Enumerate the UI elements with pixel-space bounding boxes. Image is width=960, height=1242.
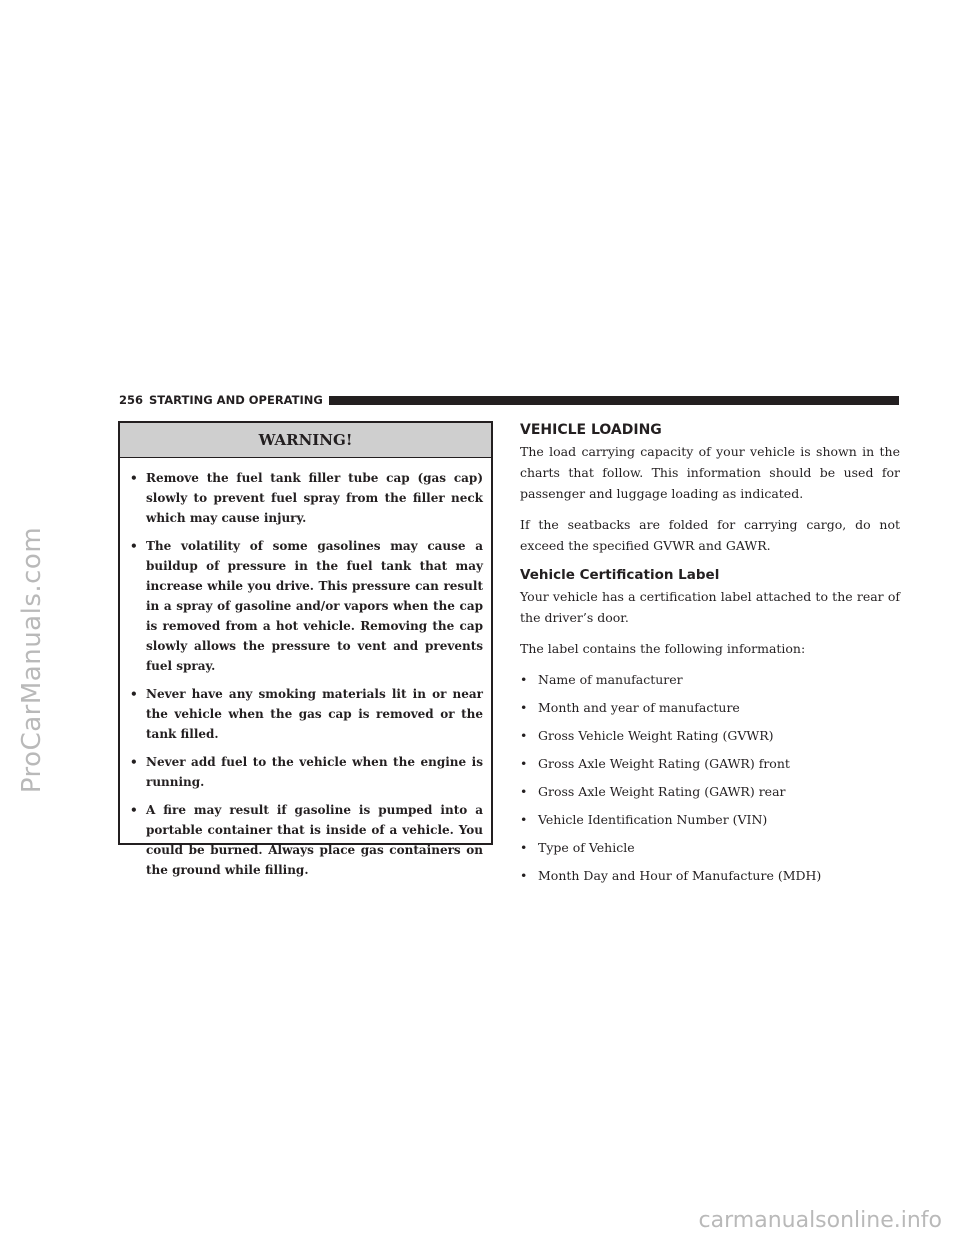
certification-paragraph-1: Your vehicle has a certification label attached to the rear of the driver’s door. (520, 589, 900, 625)
list-item: • Vehicle Identification Number (VIN) (520, 809, 900, 837)
list-item: • Name of manufacturer (520, 669, 900, 697)
warning-title: WARNING! (120, 423, 491, 458)
side-watermark-text: ProCarManuals.com (17, 526, 47, 794)
right-column (520, 421, 900, 893)
side-watermark (12, 510, 52, 810)
warning-item: • Never add fuel to the vehicle when the engine is running. (130, 752, 483, 792)
warning-item: • Never have any smoking materials lit in or near the vehicle when the gas cap is removed or the tank filled. (130, 684, 483, 744)
list-item: • Type of Vehicle (520, 837, 900, 865)
page-number: 256 (119, 393, 144, 407)
list-item: • Gross Axle Weight Rating (GAWR) front (520, 753, 900, 781)
warning-item: • The volatility of some gasolines may cause a buildup of pressure in the fuel tank that may increase while you drive. This pressure can result in a spray of gasoline and/or vapors when the cap is removed from a hot vehicle. Removing the cap slowly allows the pressure to vent and prevents fuel spray. (130, 536, 483, 676)
list-item: • Gross Axle Weight Rating (GAWR) rear (520, 781, 900, 809)
warning-box (118, 421, 493, 877)
header-rule (329, 396, 899, 405)
warning-list (120, 458, 491, 880)
certification-paragraph-2: The label contains the following information: (520, 641, 806, 656)
list-item: • Month and year of manufacture (520, 697, 900, 725)
vehicle-loading-heading: VEHICLE LOADING (520, 422, 662, 438)
certification-heading: Vehicle Certification Label (520, 567, 720, 583)
page-header (119, 392, 899, 408)
bottom-watermark: carmanualsonline.info (698, 1208, 942, 1233)
warning-item: • Remove the fuel tank filler tube cap (gas cap) slowly to prevent fuel spray from the filler neck which may cause injury. (130, 468, 483, 528)
vehicle-loading-paragraph-2: If the seatbacks are folded for carrying cargo, do not exceed the specified GVWR and GAWR. (520, 517, 900, 553)
vehicle-loading-paragraph-1: The load carrying capacity of your vehicle is shown in the charts that follow. This information should be used for passenger and luggage loading as indicated. (520, 444, 900, 501)
list-item: • Month Day and Hour of Manufacture (MDH) (520, 865, 900, 893)
warning-item: • A fire may result if gasoline is pumped into a portable container that is inside of a vehicle. You could be burned. Always place gas containers on the ground while filling. (130, 800, 483, 880)
section-title: STARTING AND OPERATING (149, 393, 323, 407)
certification-info-list (520, 669, 900, 893)
list-item: • Gross Vehicle Weight Rating (GVWR) (520, 725, 900, 753)
